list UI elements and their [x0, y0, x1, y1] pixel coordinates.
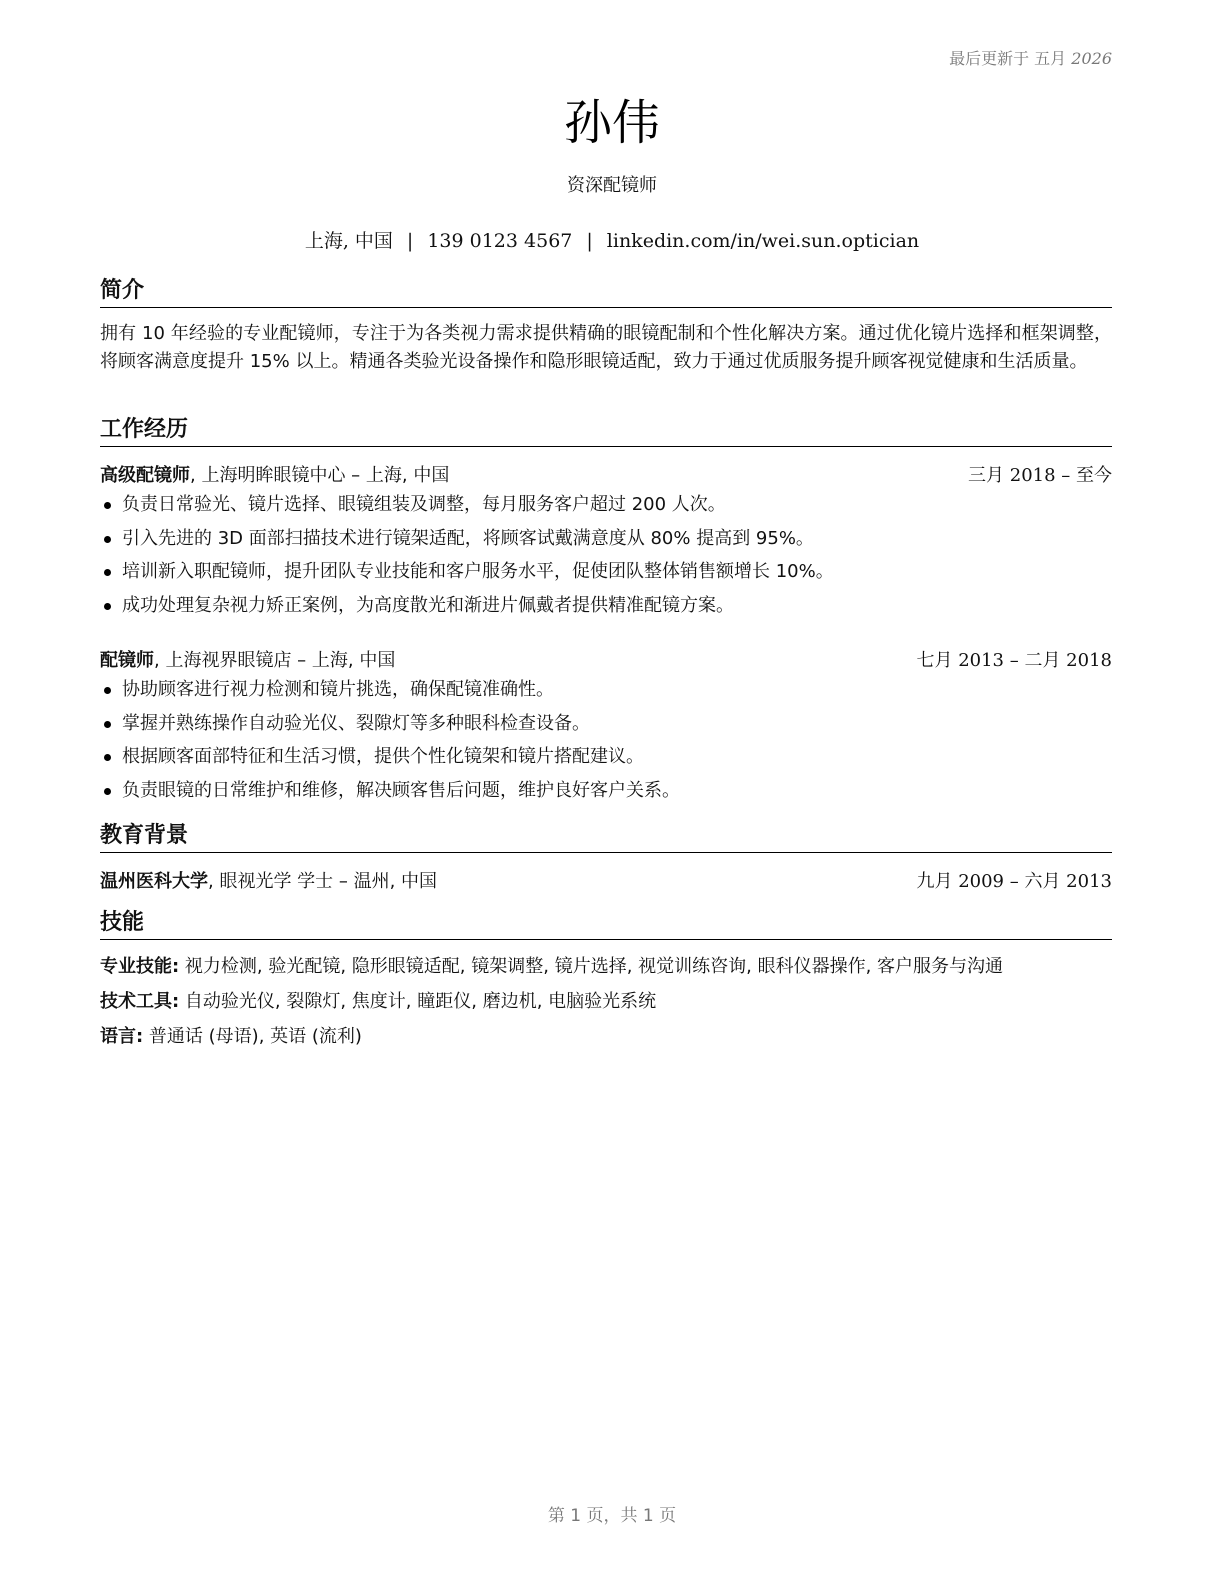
job-org: , 上海明眸眼镜中心 – 上海, 中国	[190, 465, 450, 486]
education-dates: 九月 2009 – 六月 2013	[916, 871, 1112, 892]
contact-location: 上海, 中国	[304, 230, 393, 252]
candidate-name: 孙伟	[563, 95, 660, 151]
contact-line	[0, 226, 1224, 253]
contact-separator: |	[586, 230, 593, 252]
contact-separator: |	[406, 230, 414, 252]
last-updated	[949, 46, 1112, 69]
education-entry	[100, 867, 1112, 893]
job-role: 高级配镜师	[100, 465, 190, 486]
page-number: 第 1 页，共 1 页	[547, 1506, 677, 1526]
section-title-experience: 工作经历	[100, 416, 1112, 447]
skills-row	[100, 1024, 1112, 1059]
section-title-education: 教育背景	[100, 822, 1112, 853]
list-item: 负责眼镜的日常维护和维修，解决顾客售后问题，维护良好客户关系。	[100, 778, 1112, 812]
job-title: 资深配镜师	[567, 175, 657, 196]
job-bullets	[100, 677, 1112, 811]
list-item: 掌握并熟练操作自动验光仪、裂隙灯等多种眼科检查设备。	[100, 711, 1112, 745]
skills-label: 专业技能:	[100, 956, 180, 977]
contact-linkedin-link[interactable]: linkedin.com/in/wei.sun.optician	[606, 230, 920, 252]
skills-row	[100, 989, 1112, 1024]
list-item: 引入先进的 3D 面部扫描技术进行镜架适配，将顾客试戴满意度从 80% 提高到 95%。	[100, 526, 1112, 560]
job-entry-header	[100, 646, 1112, 672]
summary-text: 拥有 10 年经验的专业配镜师，专注于为各类视力需求提供精确的眼镜配制和个性化解决方案。通过优化镜片选择和框架调整，将顾客满意度提升 15% 以上。精通各类验光设备操作和隐形眼镜适配，致力于通过优质服务提升顾客视觉健康和生活质量。	[100, 323, 1112, 372]
list-item: 负责日常验光、镜片选择、眼镜组装及调整，每月服务客户超过 200 人次。	[100, 492, 1112, 526]
job-dates: 三月 2018 – 至今	[968, 465, 1112, 486]
skills-label: 技术工具:	[100, 991, 180, 1012]
skills-list	[100, 954, 1112, 1059]
list-item: 成功处理复杂视力矫正案例，为高度散光和渐进片佩戴者提供精准配镜方案。	[100, 593, 1112, 627]
contact-phone: 139 0123 4567	[427, 230, 573, 252]
list-item: 培训新入职配镜师，提升团队专业技能和客户服务水平，促使团队整体销售额增长 10%。	[100, 559, 1112, 593]
education-detail: , 眼视光学 学士 – 温州, 中国	[208, 871, 438, 892]
skills-value: 视力检测, 验光配镜, 隐形眼镜适配, 镜架调整, 镜片选择, 视觉训练咨询, 眼科仪器操作, 客户服务与沟通	[179, 956, 1004, 977]
list-item: 协助顾客进行视力检测和镜片挑选，确保配镜准确性。	[100, 677, 1112, 711]
job-entry-header	[100, 461, 1112, 487]
education-school: 温州医科大学	[100, 871, 208, 892]
skills-row	[100, 954, 1112, 989]
job-dates: 七月 2013 – 二月 2018	[916, 650, 1112, 671]
section-title-skills: 技能	[100, 909, 1112, 940]
last-updated-year: 2026	[1071, 49, 1112, 68]
last-updated-prefix: 最后更新于 五月	[949, 49, 1067, 68]
job-org: , 上海视界眼镜店 – 上海, 中国	[154, 650, 396, 671]
job-role: 配镜师	[100, 650, 154, 671]
skills-value: 自动验光仪, 裂隙灯, 焦度计, 瞳距仪, 磨边机, 电脑验光系统	[179, 991, 657, 1012]
skills-value: 普通话 (母语), 英语 (流利)	[143, 1026, 362, 1047]
job-bullets	[100, 492, 1112, 626]
list-item: 根据顾客面部特征和生活习惯，提供个性化镜架和镜片搭配建议。	[100, 744, 1112, 778]
skills-label: 语言:	[100, 1026, 144, 1047]
section-title-summary: 简介	[100, 277, 1112, 308]
